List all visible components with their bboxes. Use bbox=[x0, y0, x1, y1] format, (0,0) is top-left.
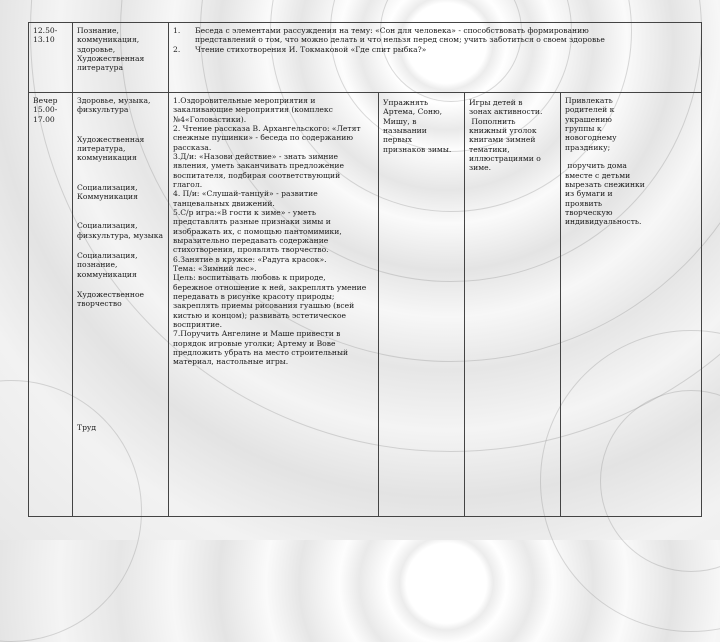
area-item: Социализация, познание, коммуникация bbox=[77, 250, 138, 279]
activity-item bbox=[173, 26, 699, 45]
independent-activity-text: Игры детей в зонах активности. Пополнить книжный уголок книгами зимней тематики, иллюстрациями о зиме. bbox=[469, 98, 543, 173]
activities-cell bbox=[169, 93, 379, 516]
independent-activity-cell bbox=[465, 93, 561, 516]
parents-work-text: Привлекать родителей к украшению группы к новогоднему празднику; поручить дома вместе с детьми вырезать снежинки из бумаги и проявить творческую индивидуальность. bbox=[565, 96, 645, 227]
individual-work-cell bbox=[379, 93, 465, 516]
activity-text: Чтение стихотворения И. Токмаковой «Где спит рыбка?» bbox=[195, 44, 427, 54]
time-cell bbox=[29, 93, 73, 516]
activity-text: Беседа с элементами рассуждения на тему: «Сон для человека» - способствовать формированию представлений о том, что можно делать и что нельзя перед сном; учить заботиться о своем здоровье bbox=[195, 26, 605, 45]
activities-text: 1.Оздоровительные мероприятия и закаливающие мероприятия (комплекс №4«Головастики). 2. Чтение рассказа В. Архангельского: «Летят снежные пушинки» - беседа по содержанию рассказа. 3.Д/и: «Назови действие» - знать зимние явления, уметь заканчивать предложение воспитателя, подбирая соответствующий глагол. 4. П/и: «Слушай-танцуй» - развитие танцевальных движений. 5.С/р игра:«В гости к зиме» - уметь представлять разные признаки зимы и изображать их, с помощью пантомимики, выразительно передавать содержание стихотворения, проявлять творчество. 6.Занятие в кружке: «Радуга красок». Тема: «Зимний лес». Цель: воспитывать любовь к природе, бережное отношение к ней, закреплять умение передавать в рисунке красоту природы; закреплять приемы рисования гуашью (всей кистью и концом); развивать эстетическое восприятие. 7.Поручить Ангелине и Маше привести в порядок игровые уголки; Артему и Вове предложить убрать на место строительный материал, настольные игры. bbox=[173, 96, 367, 367]
area-item: Труд bbox=[77, 422, 97, 432]
areas-cell bbox=[73, 93, 169, 516]
area-item: Социализация, Коммуникация bbox=[77, 182, 138, 201]
areas-cell bbox=[73, 23, 169, 92]
activity-number: 1. bbox=[173, 26, 181, 35]
activities-cell bbox=[169, 23, 703, 92]
plan-table bbox=[28, 22, 702, 517]
time-cell bbox=[29, 23, 73, 92]
time-text: 12.50- 13.10 bbox=[33, 26, 58, 45]
areas-text: Познание, коммуникация, здоровье, Художественная литература bbox=[77, 26, 145, 73]
area-item: Здоровье, музыка, физкультура bbox=[77, 96, 151, 115]
time-text: Вечер 15.00- 17.00 bbox=[33, 96, 58, 124]
parents-work-cell bbox=[561, 93, 703, 516]
individual-work-text: Упражнять Артема, Соню, Мишу, в назывании первых признаков зимы. bbox=[383, 98, 452, 154]
activity-number: 2. bbox=[173, 44, 181, 54]
area-item: Художественная литература, коммуникация bbox=[77, 134, 145, 163]
table-row-evening bbox=[29, 93, 701, 516]
area-item: Социализация, физкультура, музыка bbox=[77, 221, 164, 240]
area-item: Художественное творчество bbox=[77, 289, 145, 309]
table-row-lunch bbox=[29, 23, 701, 93]
activity-item bbox=[173, 45, 699, 54]
